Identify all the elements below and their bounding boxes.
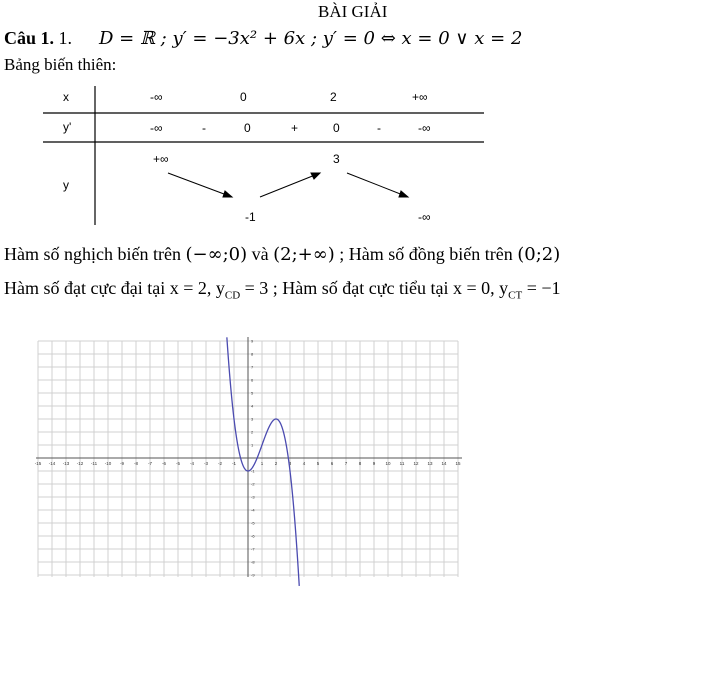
question-line (4, 28, 522, 49)
interval-decreasing-1: (−∞;0) (185, 244, 248, 265)
x-tick-label: 5 (316, 461, 320, 466)
function-graph (30, 325, 460, 583)
table-y-label: y (63, 178, 69, 192)
x-value: +∞ (412, 90, 428, 104)
extrema-line: Hàm số đạt cực đại tại x = 2, $y_{CD} = 3$ ; Hàm số đạt cực tiểu tại x = 0, $y_{CT} = -1$ (4, 278, 561, 302)
min-x: x = 0 (453, 278, 491, 298)
x-tick-label: 11 (399, 461, 405, 466)
yprime-value: -∞ (150, 121, 163, 135)
page-title: BÀI GIẢI (318, 2, 388, 21)
x-tick-label: -11 (90, 461, 98, 466)
y-top-value: 3 (333, 152, 340, 166)
decreasing-text: Hàm số nghịch biến trên (4, 244, 186, 264)
y-bottom-value: -∞ (418, 210, 431, 224)
yprime-sign: + (291, 121, 299, 135)
max-y: y (215, 278, 225, 298)
x-tick-label: 14 (441, 461, 447, 466)
interval-increasing: (0;2) (517, 244, 561, 265)
y-tick-label: -2 (251, 481, 255, 487)
y-bottom-value: -1 (245, 210, 256, 224)
x-tick-label: -9 (119, 461, 125, 466)
y-tick-label: 8 (251, 351, 254, 357)
table-title: Bảng biến thiên: (4, 55, 117, 74)
yprime-value: -∞ (418, 121, 431, 135)
yprime-sign: - (202, 121, 206, 135)
y-tick-label: -6 (251, 533, 255, 539)
question-domain: D = ℝ ; y′ = −3x² + 6x ; y′ = 0 ⇔ x = 0 ∨ x = 2 (99, 28, 523, 49)
y-tick-label: -7 (251, 546, 255, 552)
min-sub: CT (508, 289, 523, 302)
x-value: 0 (240, 90, 247, 104)
question-label: Câu 1. (4, 28, 55, 48)
y-tick-label: 3 (251, 416, 254, 422)
monotonic-line (4, 244, 560, 265)
x-tick-label: -3 (203, 461, 209, 466)
x-tick-label: 13 (427, 461, 433, 466)
y-tick-label: -3 (251, 494, 255, 500)
x-tick-label: 8 (358, 461, 362, 466)
x-tick-label: -2 (217, 461, 223, 466)
yprime-value: 0 (333, 121, 340, 135)
x-tick-label: -14 (48, 461, 56, 466)
yprime-value: 0 (244, 121, 251, 135)
x-tick-label: 4 (302, 461, 306, 466)
increasing-text: ; Hàm số đồng biến trên (334, 244, 518, 264)
y-tick-label: 2 (251, 429, 254, 435)
question-number: 1. (58, 28, 73, 48)
x-tick-label: -7 (147, 461, 153, 466)
max-prefix: Hàm số đạt cực đại tại (4, 278, 170, 298)
y-tick-label: 9 (251, 338, 254, 344)
x-value: -∞ (150, 90, 163, 104)
table-x-label: x (63, 90, 69, 104)
yprime-sign: - (377, 121, 381, 135)
x-tick-label: 1 (260, 461, 264, 466)
y-tick-label: -4 (251, 507, 255, 513)
x-tick-label: 7 (344, 461, 348, 466)
y-tick-label: -5 (251, 520, 255, 526)
x-tick-label: 12 (413, 461, 419, 466)
x-value: 2 (330, 90, 337, 104)
x-tick-label: -12 (76, 461, 84, 466)
y-tick-label: -9 (251, 572, 255, 578)
y-tick-label: 7 (251, 364, 254, 370)
min-val: = −1 (522, 278, 561, 298)
y-top-value: +∞ (153, 152, 169, 166)
max-sub: CD (224, 289, 241, 302)
x-tick-label: -15 (34, 461, 42, 466)
y-tick-label: 4 (251, 403, 254, 409)
y-tick-label: 5 (251, 390, 254, 396)
max-x: x = 2 (169, 278, 207, 298)
x-tick-label: 9 (372, 461, 376, 466)
x-tick-label: -8 (133, 461, 139, 466)
x-tick-label: -5 (175, 461, 181, 466)
y-tick-label: 1 (251, 442, 254, 448)
y-tick-label: 6 (251, 377, 254, 383)
min-prefix: ; Hàm số đạt cực tiểu tại (268, 278, 453, 298)
y-tick-label: -8 (251, 559, 255, 565)
max-val: = 3 (240, 278, 269, 298)
x-tick-label: -6 (161, 461, 167, 466)
x-tick-label: -4 (189, 461, 195, 466)
x-tick-label: -10 (104, 461, 112, 466)
y-tick-label: -1 (251, 468, 255, 474)
table-yprime-label: y' (63, 120, 72, 134)
x-tick-label: 15 (455, 461, 461, 466)
and-text: và (247, 244, 274, 264)
min-y: y (499, 278, 509, 298)
x-tick-label: -1 (231, 461, 237, 466)
x-tick-label: 6 (330, 461, 334, 466)
x-tick-label: 10 (385, 461, 391, 466)
x-tick-label: 2 (274, 461, 278, 466)
x-tick-label: 3 (288, 461, 292, 466)
interval-decreasing-2: (2;+∞) (273, 244, 335, 265)
x-tick-label: -13 (62, 461, 70, 466)
